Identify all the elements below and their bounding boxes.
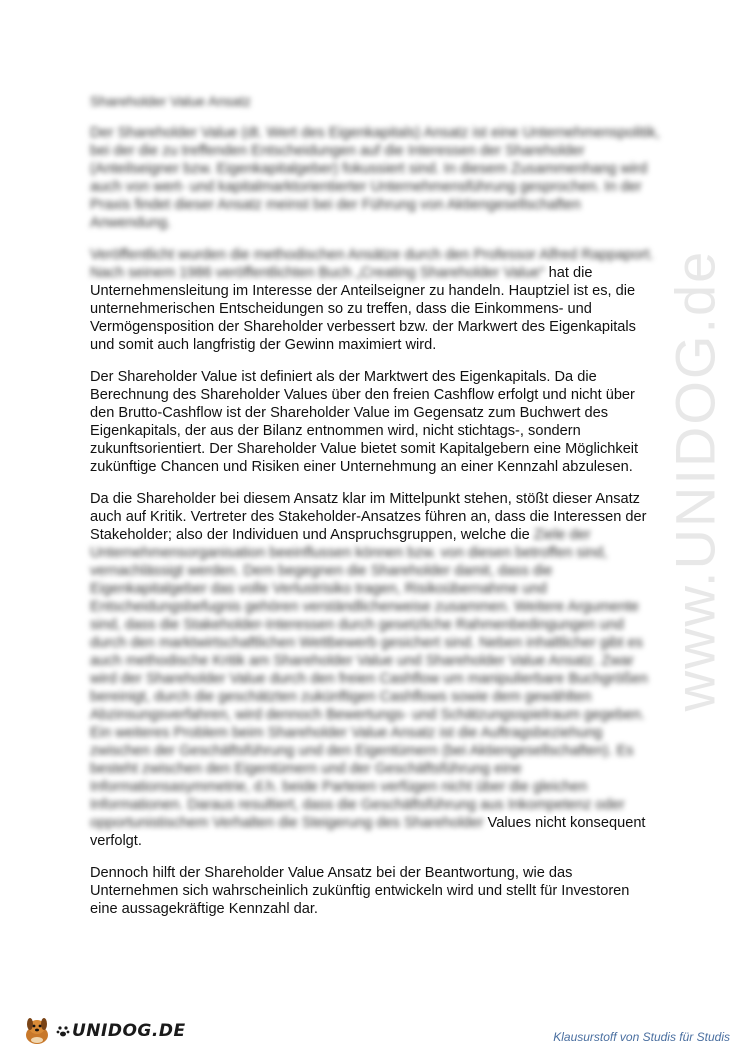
paragraph-criticism-visible: Da die Shareholder bei diesem Ansatz klar im Mittelpunkt stehen, stößt dieser Ansatz auch auf Kritik. Vertreter des Stakeholder-Ansatzes führen an, dass die Interessen der Stakeholder; also der Individuen und Anspruchsgruppen, welche die <box>90 491 647 543</box>
watermark-text: www.UNIDOG.de <box>663 249 727 711</box>
paragraph-intro: Der Shareholder Value (dt. Wert des Eigenkapitals) Ansatz ist eine Unternehmenspolitik, bei der die zu treffenden Entscheidungen auf die Interessen der Shareholder (Anteilseigner bzw. Eigenkapitalgeber) fokussiert sind. In diesem Zusammenhang wird auch von wert- und kapitalmarktorientierter Unternehmensführung gesprochen. In der Praxis findet dieser Ansatz meinst bei der Führung von Aktiengesellschaften Anwendung. <box>90 125 660 231</box>
footer-logo <box>20 1016 186 1046</box>
paragraph-rappaport <box>90 246 660 354</box>
paragraph-rappaport-visible: hat die Unternehmensleitung im Interesse der Anteilseigner zu handeln. Hauptziel ist es, die unternehmerischen Entscheidungen so zu treffen, dass die Einkommens- und Vermögensposition der Shareholder verbessert bzw. der Markwert des Eigenkapitals und somit auch langfristig der Gewinn maximiert wird. <box>90 265 636 353</box>
dog-mascot-icon <box>20 1016 54 1046</box>
paragraph-conclusion: Dennoch hilft der Shareholder Value Ansatz bei der Beantwortung, wie das Unternehmen sich wahrscheinlich zukünftig entwickeln wird und stellt für Investoren eine aussagekräftige Kennzahl dar. <box>90 865 630 917</box>
paragraph-definition: Der Shareholder Value ist definiert als der Marktwert des Eigenkapitals. Da die Berechnung des Shareholder Values über den freien Cashflow erfolgt und nicht über den Brutto-Cashflow ist der Shareholder Value im Gegensatz zum Buchwert des Eigenkapitals, der aus der Bilanz entnommen wird, nicht stichtags-, sondern zukunftsorientiert. Der Shareholder Value bietet somit Kapitalgebern eine Möglichkeit zukünftige Chancen und Risiken einer Unternehmung an einer Kennzahl abzulesen. <box>90 369 639 475</box>
paragraph-criticism-tail: Values nicht konsequent verfolgt. <box>90 815 646 849</box>
document-body <box>90 92 660 932</box>
footer-slogan: Klausurstoff von Studis für Studis <box>553 1030 730 1044</box>
logo-text: UNIDOG.DE <box>72 1021 186 1041</box>
paw-print-icon <box>56 1024 70 1038</box>
document-heading: Shareholder Value Ansatz <box>90 93 251 109</box>
paragraph-rappaport-blurred: Veröffentlicht wurden die methodischen Ansätze durch den Professor Alfred Rappaport. Nach seinem 1986 veröffentlichten Buch „Creating Shareholder Value“ <box>90 247 654 281</box>
paragraph-criticism <box>90 490 660 850</box>
paragraph-criticism-blurred: Ziele der Unternehmensorganisation beeinflussen können bzw. von diesen betroffen sind, vernachlässigt werden. Dem begegnen die Shareholder damit, dass die Eigenkapitalgeber das volle Verlustrisiko tragen, Risikoübernahme und Entscheidungsbefugnis gehören verständlicherweise zusammen. Weitere Argumente sind, dass die Stakeholder-Interessen durch gesetzliche Rahmenbedingungen und durch den marktwirtschaftlichen Wettbewerb gesichert sind. Neben inhaltlicher gibt es auch methodische Kritik am Shareholder Value und Shareholder Value Ansatz. Zwar wird der Shareholder Value durch den freien Cashflow um manipulierbare Buchgrößen bereinigt, durch die geschätzten zukünftigen Cashflows sowie dem gewählten Abzinsungsverfahren, wird dennoch Bewertungs- und Schätzungsspielraum gegeben. Ein weiteres Problem beim Shareholder Value Ansatz ist die Auftragsbeziehung zwischen der Geschäftsführung und den Eigentümern (bei Aktiengesellschaften). Es besteht zwischen den Eigentümern und der Geschäftsführung eine Informationsasymmetrie, d.h. beide Parteien verfügen nicht über die gleichen Informationen. Daraus resultiert, dass die Geschäftsführung aus Inkompetenz oder opportunistischem Verhalten die Steigerung des Shareholder <box>90 527 648 831</box>
